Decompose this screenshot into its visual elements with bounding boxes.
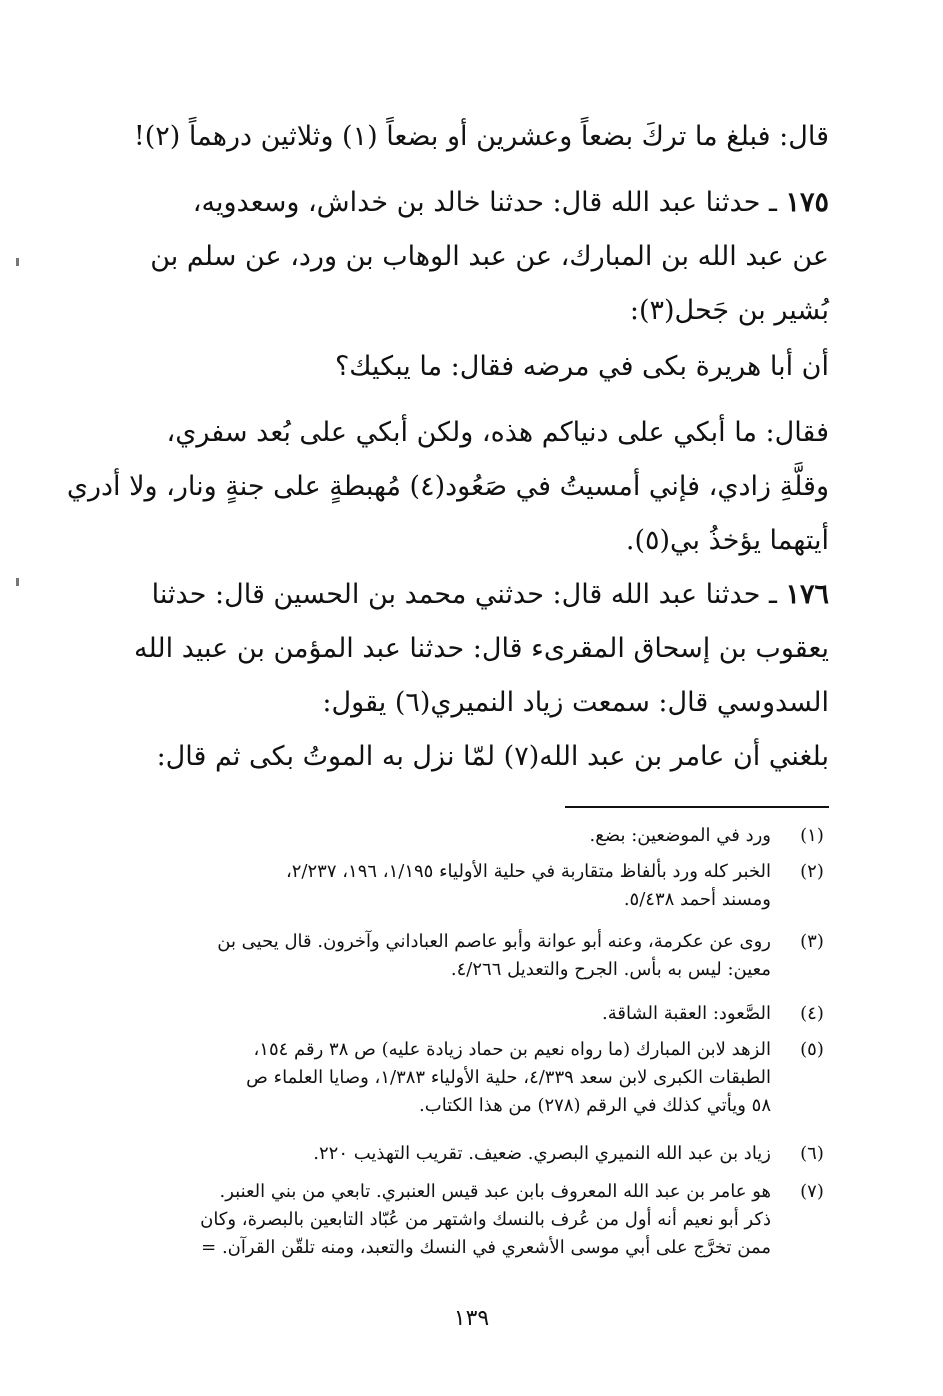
paragraph-3 bbox=[135, 340, 829, 394]
text-line: قال: فبلغ ما تركَ بضعاً وعشرين أو بضعاً (١) وثلاثين درهماً (٢)! bbox=[133, 121, 829, 152]
text-line: وقلَّةِ زادي، فإني أمسيتُ في صَعُود(٤) مُهبطةٍ على جنةٍ ونار، ولا أدري bbox=[66, 471, 829, 502]
footnote-5 bbox=[135, 1036, 829, 1120]
text-line: عن عبد الله بن المبارك، عن عبد الوهاب بن ورد، عن سلم بن bbox=[150, 241, 829, 272]
text-line: أيتهما يؤخذُ بي(٥). bbox=[625, 525, 829, 556]
footnote-number: (٣) bbox=[800, 931, 824, 952]
paragraph-4 bbox=[66, 406, 829, 568]
text-line: فقال: ما أبكي على دنياكم هذه، ولكن أبكي على بُعد سفري، bbox=[166, 417, 829, 448]
paragraph-176 bbox=[135, 568, 829, 730]
text-line bbox=[135, 176, 829, 230]
footnote-line: ومسند أحمد ٥/٤٣٨. bbox=[623, 889, 771, 910]
footnote-line: هو عامر بن عبد الله المعروف بابن عبد قيس العنبري. تابعي من بني العنبر. bbox=[219, 1181, 771, 1202]
hadith-number: ١٧٦ bbox=[785, 579, 829, 610]
footnote-number: (١) bbox=[800, 825, 824, 846]
footnote-line: الزهد لابن المبارك (ما رواه نعيم بن حماد زيادة عليه) ص ٣٨ رقم ١٥٤، bbox=[253, 1039, 771, 1060]
footnote-4 bbox=[135, 1000, 829, 1028]
footnote-line: روى عن عكرمة، وعنه أبو عوانة وأبو عاصم العباداني وآخرون. قال يحيى بن bbox=[217, 931, 771, 952]
scan-mark bbox=[16, 258, 19, 266]
paragraph-175 bbox=[135, 176, 829, 338]
footnote-3 bbox=[135, 928, 829, 984]
footnote-separator bbox=[565, 806, 829, 808]
footnote-line: ذكر أبو نعيم أنه أول من عُرف بالنسك واشتهر من عُبّاد التابعين بالبصرة، وكان bbox=[200, 1209, 771, 1230]
footnote-number: (٢) bbox=[800, 861, 824, 882]
footnote-1 bbox=[135, 822, 829, 850]
text-line: بُشير بن جَحل(٣): bbox=[629, 295, 829, 326]
text-line: بلغني أن عامر بن عبد الله(٧) لمّا نزل به الموتُ بكى ثم قال: bbox=[156, 741, 829, 772]
footnote-line: ٥٨ ويأتي كذلك في الرقم (٢٧٨) من هذا الكتاب. bbox=[419, 1095, 771, 1116]
footnote-7 bbox=[135, 1178, 829, 1262]
footnote-number: (٧) bbox=[800, 1181, 824, 1202]
footnote-line: الصَّعود: العقبة الشاقة. bbox=[602, 1003, 771, 1024]
text-segment: ـ حدثنا عبد الله قال: حدثني محمد بن الحسين قال: حدثنا bbox=[151, 579, 777, 610]
footnote-line: زياد بن عبد الله النميري البصري. ضعيف. تقريب التهذيب ٢٢٠. bbox=[313, 1143, 771, 1164]
text-line bbox=[135, 568, 829, 622]
scan-mark bbox=[16, 578, 19, 586]
footnote-line: معين: ليس به بأس. الجرح والتعديل ٤/٢٦٦. bbox=[450, 959, 771, 980]
paragraph-6 bbox=[135, 730, 829, 784]
footnote-line: الخبر كله ورد بألفاظ متقاربة في حلية الأولياء ١/١٩٥، ١٩٦، ٢/٢٣٧، bbox=[285, 861, 771, 882]
paragraph-1 bbox=[135, 110, 829, 164]
footnote-6 bbox=[135, 1140, 829, 1168]
footnote-number: (٤) bbox=[800, 1003, 824, 1024]
text-line: السدوسي قال: سمعت زياد النميري(٦) يقول: bbox=[322, 687, 829, 718]
footnote-2 bbox=[135, 858, 829, 914]
footnote-line: ممن تخرَّج على أبي موسى الأشعري في النسك والتعبد، ومنه تلقّن القرآن. = bbox=[201, 1237, 771, 1258]
text-line: أن أبا هريرة بكى في مرضه فقال: ما يبكيك؟ bbox=[334, 351, 829, 382]
page-number: ١٣٩ bbox=[453, 1306, 490, 1331]
footnote-line: ورد في الموضعين: بضع. bbox=[589, 825, 771, 846]
footnote-number: (٦) bbox=[800, 1143, 824, 1164]
text-line: يعقوب بن إسحاق المقرىء قال: حدثنا عبد المؤمن بن عبيد الله bbox=[133, 633, 829, 664]
footnote-number: (٥) bbox=[800, 1039, 824, 1060]
hadith-number: ١٧٥ bbox=[785, 187, 829, 218]
footnote-line: الطبقات الكبرى لابن سعد ٤/٣٣٩، حلية الأولياء ١/٣٨٣، وصايا العلماء ص bbox=[246, 1067, 771, 1088]
text-segment: ـ حدثنا عبد الله قال: حدثنا خالد بن خداش، وسعدويه، bbox=[192, 187, 777, 218]
